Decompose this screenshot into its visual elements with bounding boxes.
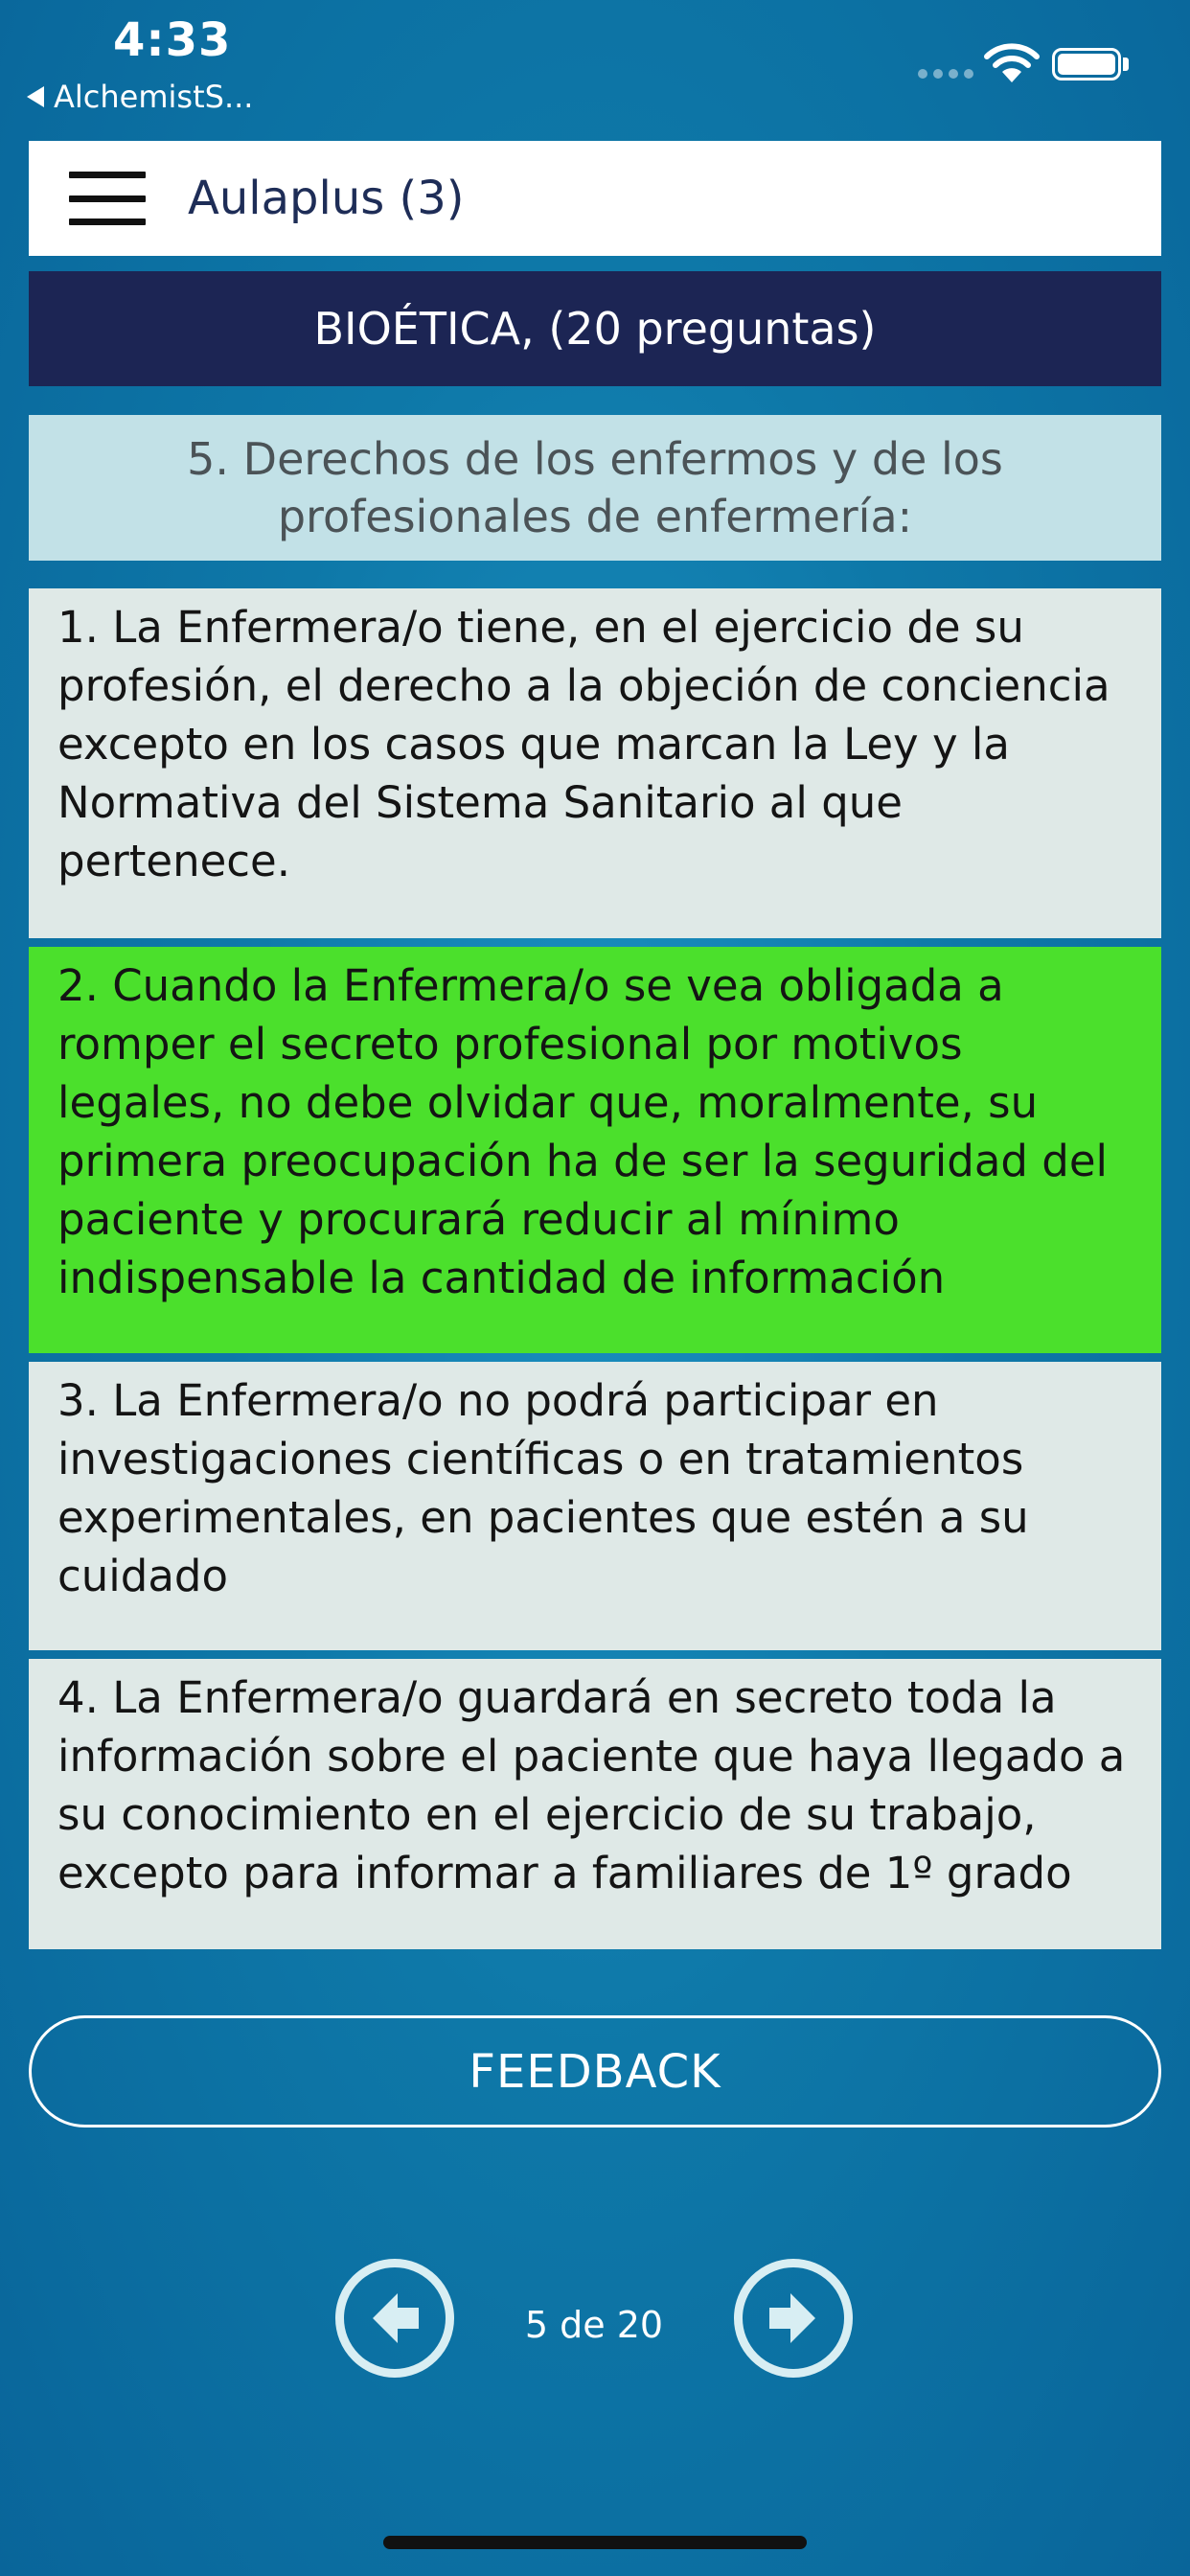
wifi-icon	[983, 42, 1041, 84]
app-title: Aulaplus (3)	[188, 172, 465, 225]
hamburger-menu-icon[interactable]	[69, 172, 146, 225]
question-text: 5. Derechos de los enfermos y de los profesionales de enfermería:	[29, 415, 1161, 561]
status-time: 4:33	[113, 13, 232, 67]
arrow-right-icon	[743, 2267, 844, 2369]
home-indicator[interactable]	[383, 2536, 807, 2549]
battery-cap	[1123, 58, 1129, 71]
status-bar	[0, 0, 1190, 134]
answer-option-2[interactable]: 2. Cuando la Enfermera/o se vea obligada a romper el secreto profesional por motivos legales, no debe olvidar que, moralmente, su primera preocupación ha de ser la seguridad del paciente y procurará reducir al mínimo indispensable la cantidad de información	[29, 947, 1161, 1353]
back-triangle-icon	[27, 86, 44, 107]
answer-option-3[interactable]: 3. La Enfermera/o no podrá participar en investigaciones científicas o en tratamientos experimentales, en pacientes que estén a su cuidado	[29, 1362, 1161, 1650]
section-title: BIOÉTICA, (20 preguntas)	[29, 271, 1161, 386]
next-question-button[interactable]	[734, 2259, 853, 2378]
previous-question-button[interactable]	[335, 2259, 454, 2378]
back-to-app-link[interactable]	[27, 79, 253, 115]
top-navbar	[29, 141, 1161, 256]
back-app-label: AlchemistS...	[54, 79, 254, 115]
answer-option-1[interactable]: 1. La Enfermera/o tiene, en el ejercicio de su profesión, el derecho a la objeción de conciencia excepto en los casos que marcan la Ley y la Normativa del Sistema Sanitario al que pertenece.	[29, 588, 1161, 938]
battery-icon	[1052, 48, 1121, 80]
answer-option-4[interactable]: 4. La Enfermera/o guardará en secreto toda la información sobre el paciente que haya llegado a su conocimiento en el ejercicio de su trabajo, excepto para informar a familiares de 1º grado	[29, 1659, 1161, 1949]
page-indicator: 5 de 20	[524, 2304, 664, 2346]
arrow-left-icon	[344, 2267, 446, 2369]
cellular-signal-icon	[918, 69, 973, 79]
feedback-button[interactable]: FEEDBACK	[29, 2015, 1161, 2128]
